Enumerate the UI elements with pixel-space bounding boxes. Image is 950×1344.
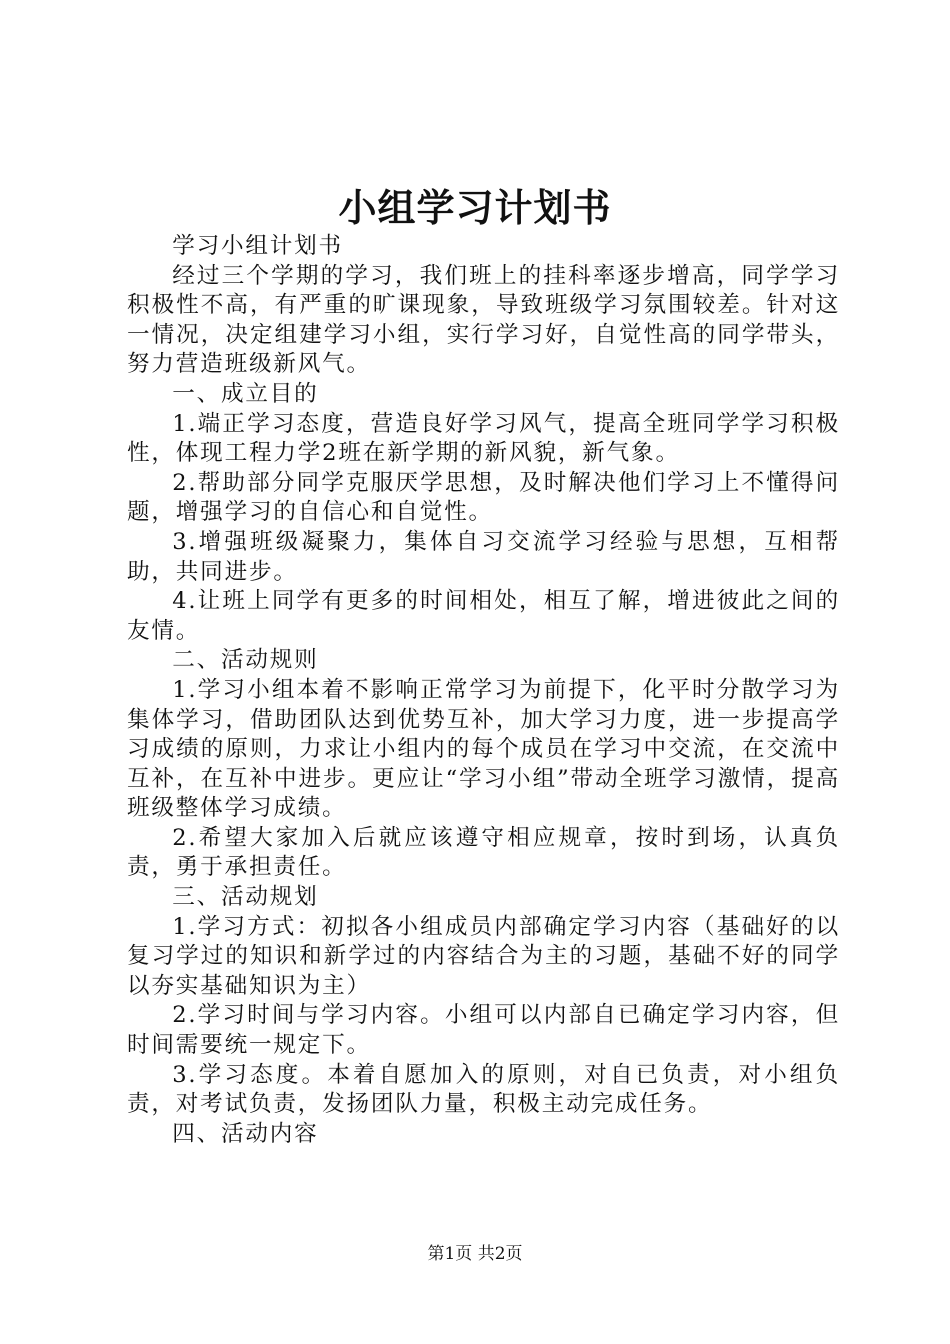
page-footer: 第1页 共2页 (427, 1244, 523, 1264)
paragraph: 经过三个学期的学习，我们班上的挂科率逐步增高，同学学习积极性不高，有严重的旷课现象，导致班级学习氛围较差。针对这一情况，决定组建学习小组，实行学习好，自觉性高的同学带头，努力营造班级新风气。 (127, 262, 840, 378)
paragraph: 2.希望大家加入后就应该遵守相应规章，按时到场，认真负责，勇于承担责任。 (127, 824, 840, 881)
paragraph: 1.学习小组本着不影响正常学习为前提下，化平时分散学习为集体学习，借助团队达到优势互补，加大学习力度，进一步提高学习成绩的原则，力求让小组内的每个成员在学习中交流，在交流中互补，在互补中进步。更应让“学习小组”带动全班学习激情，提高班级整体学习成绩。 (127, 676, 840, 822)
document-body (127, 232, 840, 1149)
section-heading: 四、活动内容 (172, 1120, 319, 1147)
paragraph: 2.学习时间与学习内容。小组可以内部自已确定学习内容，但时间需要统一规定下。 (127, 1002, 840, 1059)
paragraph: 3.学习态度。本着自愿加入的原则，对自已负责，对小组负责，对考试负责，发扬团队力量，积极主动完成任务。 (127, 1061, 840, 1118)
paragraph: 学习小组计划书 (172, 233, 343, 259)
paragraph: 1.学习方式：初拟各小组成员内部确定学习内容（基础好的以复习学过的知识和新学过的内容结合为主的习题，基础不好的同学以夯实基础知识为主） (127, 913, 840, 999)
section-heading: 二、活动规则 (172, 647, 319, 674)
document-title: 小组学习计划书 (338, 185, 612, 230)
section-heading: 一、成立目的 (172, 380, 319, 407)
section-heading: 三、活动规划 (172, 884, 319, 911)
paragraph: 4.让班上同学有更多的时间相处，相互了解，增进彼此之间的友情。 (127, 588, 840, 644)
paragraph: 1.端正学习态度，营造良好学习风气，提高全班同学学习积极性，体现工程力学2班在新学期的新风貌，新气象。 (127, 410, 840, 467)
paragraph: 2.帮助部分同学克服厌学思想，及时解决他们学习上不懂得问题，增强学习的自信心和自觉性。 (127, 469, 840, 526)
paragraph: 3.增强班级凝聚力，集体自习交流学习经验与思想，互相帮助，共同进步。 (127, 528, 840, 585)
